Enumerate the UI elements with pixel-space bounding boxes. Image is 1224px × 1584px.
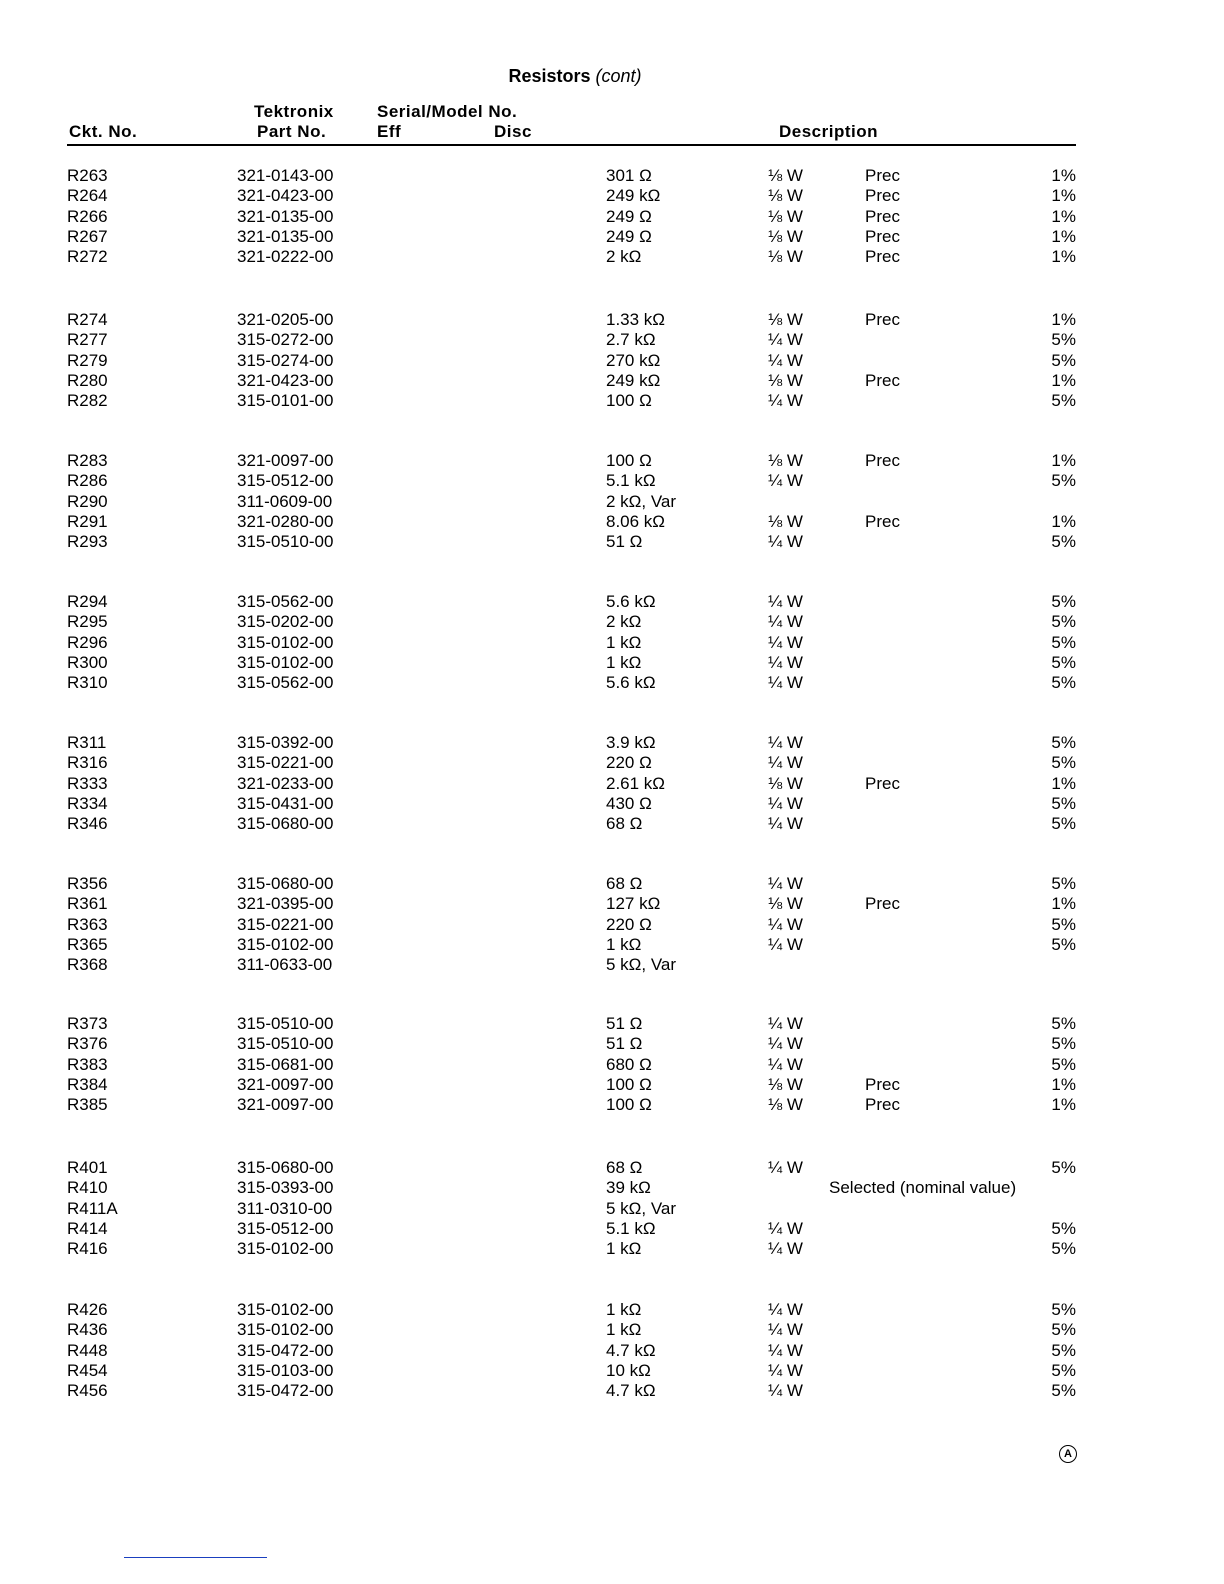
note-cell: Prec	[865, 166, 900, 185]
wattage-cell: ¼ W	[768, 652, 803, 672]
part-no-cell: 321-0135-00	[237, 206, 334, 226]
note-cell: Prec	[865, 310, 900, 329]
ckt-no-cell: R296	[67, 632, 108, 652]
value-cell: 680 Ω	[606, 1054, 652, 1074]
ckt-no-cell: R384	[67, 1074, 108, 1094]
table-row	[0, 1055, 1224, 1075]
note-cell: Prec	[865, 773, 900, 793]
part-no-cell: 315-0202-00	[237, 612, 334, 632]
part-no-cell: 315-0510-00	[237, 1014, 334, 1033]
table-row	[0, 186, 1224, 206]
part-no-cell: 315-0431-00	[237, 793, 334, 813]
tolerance-cell: 1%	[1051, 226, 1076, 246]
part-no-cell: 321-0143-00	[237, 166, 334, 185]
ckt-no-cell: R295	[67, 612, 108, 632]
table-row	[0, 227, 1224, 247]
tolerance-cell: 5%	[1051, 814, 1076, 834]
tolerance-cell: 1%	[1051, 511, 1076, 531]
value-cell: 5.6 kΩ	[606, 673, 656, 693]
note-cell: Prec	[865, 451, 900, 470]
value-cell: 301 Ω	[606, 166, 652, 185]
wattage-cell: ¼ W	[768, 471, 803, 491]
part-no-cell: 315-0393-00	[237, 1178, 334, 1198]
part-no-cell: 321-0395-00	[237, 894, 334, 914]
ckt-no-cell: R267	[67, 226, 108, 246]
part-no-cell: 315-0102-00	[237, 652, 334, 672]
tolerance-cell: 5%	[1051, 652, 1076, 672]
table-row	[0, 471, 1224, 491]
table-row	[0, 1178, 1224, 1198]
wattage-cell: ¼ W	[768, 592, 803, 611]
ckt-no-cell: R272	[67, 247, 108, 267]
value-cell: 5 kΩ, Var	[606, 1198, 677, 1218]
value-cell: 8.06 kΩ	[606, 511, 666, 531]
ckt-no-cell: R436	[67, 1320, 108, 1340]
note-cell: Prec	[865, 247, 900, 267]
table-row	[0, 1095, 1224, 1115]
ckt-no-cell: R373	[67, 1014, 108, 1033]
tolerance-cell: 5%	[1051, 914, 1076, 934]
header-disc: Disc	[494, 122, 532, 141]
wattage-cell: ⅛ W	[768, 894, 803, 914]
tolerance-cell: 5%	[1051, 1239, 1076, 1259]
note-cell: Prec	[865, 370, 900, 390]
table-row	[0, 451, 1224, 471]
tolerance-cell: 5%	[1051, 673, 1076, 693]
tolerance-cell: 5%	[1051, 350, 1076, 370]
part-no-cell: 315-0512-00	[237, 1218, 334, 1238]
revision-mark: A	[1059, 1445, 1077, 1463]
wattage-cell: ¼ W	[768, 793, 803, 813]
ckt-no-cell: R454	[67, 1360, 108, 1380]
tolerance-cell: 5%	[1051, 330, 1076, 350]
table-row	[0, 794, 1224, 814]
value-cell: 249 kΩ	[606, 370, 661, 390]
part-no-cell: 321-0205-00	[237, 310, 334, 329]
ckt-no-cell: R416	[67, 1239, 108, 1259]
part-no-cell: 315-0272-00	[237, 330, 334, 350]
tolerance-cell: 5%	[1051, 1340, 1076, 1360]
part-no-cell: 321-0097-00	[237, 1095, 334, 1115]
note-cell: Prec	[865, 226, 900, 246]
table-row	[0, 1014, 1224, 1034]
table-row	[0, 1075, 1224, 1095]
ckt-no-cell: R361	[67, 894, 108, 914]
header-serial-model: Serial/Model No.	[377, 102, 518, 121]
part-no-cell: 321-0097-00	[237, 1074, 334, 1094]
value-cell: 1 kΩ	[606, 632, 642, 652]
value-cell: 430 Ω	[606, 793, 652, 813]
wattage-cell: ⅛ W	[768, 226, 803, 246]
part-no-cell: 321-0135-00	[237, 226, 334, 246]
value-cell: 1 kΩ	[606, 1239, 642, 1259]
table-row	[0, 814, 1224, 834]
tolerance-cell: 5%	[1051, 934, 1076, 954]
value-cell: 2.7 kΩ	[606, 330, 656, 350]
wattage-cell: ¼ W	[768, 1158, 803, 1177]
part-no-cell: 321-0423-00	[237, 370, 334, 390]
part-no-cell: 321-0097-00	[237, 451, 334, 470]
value-cell: 100 Ω	[606, 391, 652, 411]
tolerance-cell: 1%	[1051, 1074, 1076, 1094]
ckt-no-cell: R334	[67, 793, 108, 813]
part-no-cell: 315-0472-00	[237, 1381, 334, 1401]
wattage-cell: ¼ W	[768, 532, 803, 552]
ckt-no-cell: R290	[67, 491, 108, 511]
tolerance-cell: 1%	[1051, 206, 1076, 226]
part-no-cell: 315-0680-00	[237, 874, 334, 893]
tolerance-cell: 5%	[1051, 1034, 1076, 1054]
tolerance-cell: 5%	[1051, 1300, 1076, 1319]
wattage-cell: ⅛ W	[768, 206, 803, 226]
ckt-no-cell: R274	[67, 310, 108, 329]
value-cell: 68 Ω	[606, 814, 643, 834]
wattage-cell: ¼ W	[768, 1320, 803, 1340]
header-tektronix: Tektronix	[254, 102, 334, 121]
table-row	[0, 532, 1224, 552]
tolerance-cell: 1%	[1051, 310, 1076, 329]
table-row	[0, 753, 1224, 773]
tolerance-cell: 5%	[1051, 1014, 1076, 1033]
table-row	[0, 653, 1224, 673]
ckt-no-cell: R286	[67, 471, 108, 491]
wattage-cell: ⅛ W	[768, 370, 803, 390]
part-no-cell: 315-0510-00	[237, 532, 334, 552]
wattage-cell: ¼ W	[768, 1360, 803, 1380]
part-no-cell: 311-0310-00	[237, 1198, 333, 1218]
ckt-no-cell: R363	[67, 914, 108, 934]
table-row	[0, 774, 1224, 794]
wattage-cell: ⅛ W	[768, 247, 803, 267]
tolerance-cell: 5%	[1051, 632, 1076, 652]
wattage-cell: ¼ W	[768, 814, 803, 834]
table-row	[0, 1199, 1224, 1219]
part-no-cell: 315-0274-00	[237, 350, 334, 370]
ckt-no-cell: R365	[67, 934, 108, 954]
value-cell: 100 Ω	[606, 451, 652, 470]
ckt-no-cell: R368	[67, 955, 108, 975]
wattage-cell: ¼ W	[768, 1034, 803, 1054]
value-cell: 51 Ω	[606, 1014, 643, 1033]
table-row	[0, 1320, 1224, 1340]
part-no-cell: 321-0222-00	[237, 247, 334, 267]
header-description: Description	[779, 122, 879, 141]
wattage-cell: ¼ W	[768, 350, 803, 370]
wattage-cell: ¼ W	[768, 673, 803, 693]
wattage-cell: ¼ W	[768, 733, 803, 752]
ckt-no-cell: R277	[67, 330, 108, 350]
value-cell: 5.6 kΩ	[606, 592, 656, 611]
value-cell: 39 kΩ	[606, 1178, 651, 1198]
ckt-no-cell: R310	[67, 673, 108, 693]
wattage-cell: ¼ W	[768, 874, 803, 893]
table-row	[0, 247, 1224, 267]
table-row	[0, 894, 1224, 914]
ckt-no-cell: R293	[67, 532, 108, 552]
table-row	[0, 391, 1224, 411]
wattage-cell: ⅛ W	[768, 511, 803, 531]
wattage-cell: ¼ W	[768, 1014, 803, 1033]
table-row	[0, 1239, 1224, 1259]
table-row	[0, 492, 1224, 512]
table-row	[0, 935, 1224, 955]
value-cell: 1 kΩ	[606, 1300, 642, 1319]
table-row	[0, 207, 1224, 227]
ckt-no-cell: R280	[67, 370, 108, 390]
note-cell: Prec	[865, 894, 900, 914]
value-cell: 249 kΩ	[606, 186, 661, 206]
wattage-cell: ¼ W	[768, 934, 803, 954]
part-no-cell: 315-0562-00	[237, 592, 334, 611]
value-cell: 3.9 kΩ	[606, 733, 656, 752]
tolerance-cell: 5%	[1051, 1054, 1076, 1074]
tolerance-cell: 5%	[1051, 532, 1076, 552]
ckt-no-cell: R282	[67, 391, 108, 411]
table-row	[0, 1300, 1224, 1320]
wattage-cell: ¼ W	[768, 1300, 803, 1319]
value-cell: 270 kΩ	[606, 350, 661, 370]
tolerance-cell: 1%	[1051, 247, 1076, 267]
part-no-cell: 311-0633-00	[237, 955, 333, 975]
value-cell: 220 Ω	[606, 753, 652, 773]
wattage-cell: ¼ W	[768, 330, 803, 350]
ckt-no-cell: R356	[67, 874, 108, 893]
table-row	[0, 874, 1224, 894]
value-cell: 249 Ω	[606, 206, 652, 226]
value-cell: 51 Ω	[606, 1034, 643, 1054]
note-cell: Prec	[865, 1074, 900, 1094]
ckt-no-cell: R376	[67, 1034, 108, 1054]
ckt-no-cell: R316	[67, 753, 108, 773]
ckt-no-cell: R311	[67, 733, 107, 752]
wattage-cell: ⅛ W	[768, 1095, 803, 1115]
wattage-cell: ⅛ W	[768, 773, 803, 793]
table-row	[0, 1219, 1224, 1239]
wattage-cell: ⅛ W	[768, 1074, 803, 1094]
part-no-cell: 315-0102-00	[237, 1239, 334, 1259]
value-cell: 1 kΩ	[606, 1320, 642, 1340]
wattage-cell: ¼ W	[768, 753, 803, 773]
table-row	[0, 1381, 1224, 1401]
part-no-cell: 321-0233-00	[237, 773, 334, 793]
part-no-cell: 315-0510-00	[237, 1034, 334, 1054]
tolerance-cell: 5%	[1051, 592, 1076, 611]
wattage-cell: ¼ W	[768, 1381, 803, 1401]
table-row	[0, 371, 1224, 391]
value-cell: 2 kΩ	[606, 612, 642, 632]
part-no-cell: 315-0102-00	[237, 1320, 334, 1340]
tolerance-cell: 5%	[1051, 733, 1076, 752]
table-row	[0, 1361, 1224, 1381]
ckt-no-cell: R383	[67, 1054, 108, 1074]
ckt-no-cell: R279	[67, 350, 108, 370]
value-cell: 249 Ω	[606, 226, 652, 246]
tolerance-cell: 1%	[1051, 370, 1076, 390]
value-cell: 2 kΩ	[606, 247, 642, 267]
table-row	[0, 673, 1224, 693]
ckt-no-cell: R426	[67, 1300, 108, 1319]
part-no-cell: 315-0102-00	[237, 934, 334, 954]
header-ckt-no: Ckt. No.	[69, 122, 138, 141]
ckt-no-cell: R448	[67, 1340, 108, 1360]
part-no-cell: 321-0280-00	[237, 511, 334, 531]
part-no-cell: 311-0609-00	[237, 491, 333, 511]
table-row	[0, 1034, 1224, 1054]
value-cell: 100 Ω	[606, 1095, 652, 1115]
wattage-cell: ⅛ W	[768, 166, 803, 185]
tolerance-cell: 5%	[1051, 753, 1076, 773]
tolerance-cell: 1%	[1051, 1095, 1076, 1115]
part-no-cell: 321-0423-00	[237, 186, 334, 206]
note-cell: Prec	[865, 186, 900, 206]
table-row	[0, 633, 1224, 653]
table-row	[0, 733, 1224, 753]
wattage-cell: ¼ W	[768, 1340, 803, 1360]
table-row	[0, 1158, 1224, 1178]
tolerance-cell: 5%	[1051, 471, 1076, 491]
value-cell: 100 Ω	[606, 1074, 652, 1094]
footer-link-line	[124, 1557, 267, 1558]
tolerance-cell: 5%	[1051, 874, 1076, 893]
table-row	[0, 612, 1224, 632]
value-cell: 51 Ω	[606, 532, 643, 552]
table-row	[0, 512, 1224, 532]
value-cell: 10 kΩ	[606, 1360, 651, 1380]
ckt-no-cell: R401	[67, 1158, 108, 1177]
header-eff: Eff	[377, 122, 402, 141]
tolerance-cell: 5%	[1051, 1360, 1076, 1380]
table-row	[0, 592, 1224, 612]
ckt-no-cell: R300	[67, 652, 108, 672]
part-no-cell: 315-0472-00	[237, 1340, 334, 1360]
ckt-no-cell: R263	[67, 166, 108, 185]
table-row	[0, 310, 1224, 330]
tolerance-cell: 1%	[1051, 451, 1076, 470]
part-no-cell: 315-0101-00	[237, 391, 334, 411]
note-cell: Prec	[865, 206, 900, 226]
wattage-cell: ¼ W	[768, 612, 803, 632]
part-no-cell: 315-0221-00	[237, 914, 334, 934]
part-no-cell: 315-0102-00	[237, 1300, 334, 1319]
value-cell: 68 Ω	[606, 1158, 643, 1177]
wattage-cell: ¼ W	[768, 1054, 803, 1074]
table-row	[0, 915, 1224, 935]
ckt-no-cell: R291	[67, 511, 108, 531]
wattage-cell: ¼ W	[768, 391, 803, 411]
page-title-text: Resistors	[508, 66, 591, 86]
value-cell: 1 kΩ	[606, 934, 642, 954]
tolerance-cell: 5%	[1051, 793, 1076, 813]
ckt-no-cell: R411A	[67, 1198, 118, 1218]
table-row	[0, 166, 1224, 186]
ckt-no-cell: R264	[67, 186, 108, 206]
ckt-no-cell: R283	[67, 451, 108, 470]
value-cell: 5.1 kΩ	[606, 1218, 656, 1238]
page-title-suffix: (cont)	[595, 66, 642, 86]
table-row	[0, 1341, 1224, 1361]
value-cell: 4.7 kΩ	[606, 1381, 656, 1401]
wattage-cell: ¼ W	[768, 1218, 803, 1238]
value-cell: 4.7 kΩ	[606, 1340, 656, 1360]
part-no-cell: 315-0562-00	[237, 673, 334, 693]
note-cell: Prec	[865, 511, 900, 531]
value-cell: 2 kΩ, Var	[606, 491, 677, 511]
part-no-cell: 315-0221-00	[237, 753, 334, 773]
note-cell: Selected (nominal value)	[829, 1178, 1017, 1198]
ckt-no-cell: R333	[67, 773, 108, 793]
value-cell: 127 kΩ	[606, 894, 661, 914]
table-row	[0, 351, 1224, 371]
wattage-cell: ⅛ W	[768, 310, 803, 329]
ckt-no-cell: R456	[67, 1381, 108, 1401]
wattage-cell: ¼ W	[768, 1239, 803, 1259]
value-cell: 1.33 kΩ	[606, 310, 666, 329]
ckt-no-cell: R414	[67, 1218, 108, 1238]
note-cell: Prec	[865, 1095, 900, 1115]
wattage-cell: ¼ W	[768, 914, 803, 934]
tolerance-cell: 5%	[1051, 1320, 1076, 1340]
table-row	[0, 955, 1224, 975]
tolerance-cell: 1%	[1051, 186, 1076, 206]
value-cell: 5 kΩ, Var	[606, 955, 677, 975]
ckt-no-cell: R385	[67, 1095, 108, 1115]
part-no-cell: 315-0103-00	[237, 1360, 334, 1380]
value-cell: 220 Ω	[606, 914, 652, 934]
part-no-cell: 315-0681-00	[237, 1054, 334, 1074]
ckt-no-cell: R294	[67, 592, 108, 611]
wattage-cell: ¼ W	[768, 632, 803, 652]
value-cell: 5.1 kΩ	[606, 471, 656, 491]
value-cell: 68 Ω	[606, 874, 643, 893]
value-cell: 1 kΩ	[606, 652, 642, 672]
tolerance-cell: 1%	[1051, 773, 1076, 793]
ckt-no-cell: R410	[67, 1178, 108, 1198]
part-no-cell: 315-0680-00	[237, 814, 334, 834]
part-no-cell: 315-0680-00	[237, 1158, 334, 1177]
tolerance-cell: 5%	[1051, 391, 1076, 411]
tolerance-cell: 5%	[1051, 1158, 1076, 1177]
wattage-cell: ⅛ W	[768, 451, 803, 470]
tolerance-cell: 5%	[1051, 612, 1076, 632]
tolerance-cell: 1%	[1051, 894, 1076, 914]
tolerance-cell: 5%	[1051, 1381, 1076, 1401]
table-row	[0, 330, 1224, 350]
header-part-no: Part No.	[257, 122, 327, 141]
value-cell: 2.61 kΩ	[606, 773, 666, 793]
ckt-no-cell: R266	[67, 206, 108, 226]
wattage-cell: ⅛ W	[768, 186, 803, 206]
ckt-no-cell: R346	[67, 814, 108, 834]
part-no-cell: 315-0102-00	[237, 632, 334, 652]
part-no-cell: 315-0512-00	[237, 471, 334, 491]
tolerance-cell: 5%	[1051, 1218, 1076, 1238]
part-no-cell: 315-0392-00	[237, 733, 334, 752]
tolerance-cell: 1%	[1051, 166, 1076, 185]
